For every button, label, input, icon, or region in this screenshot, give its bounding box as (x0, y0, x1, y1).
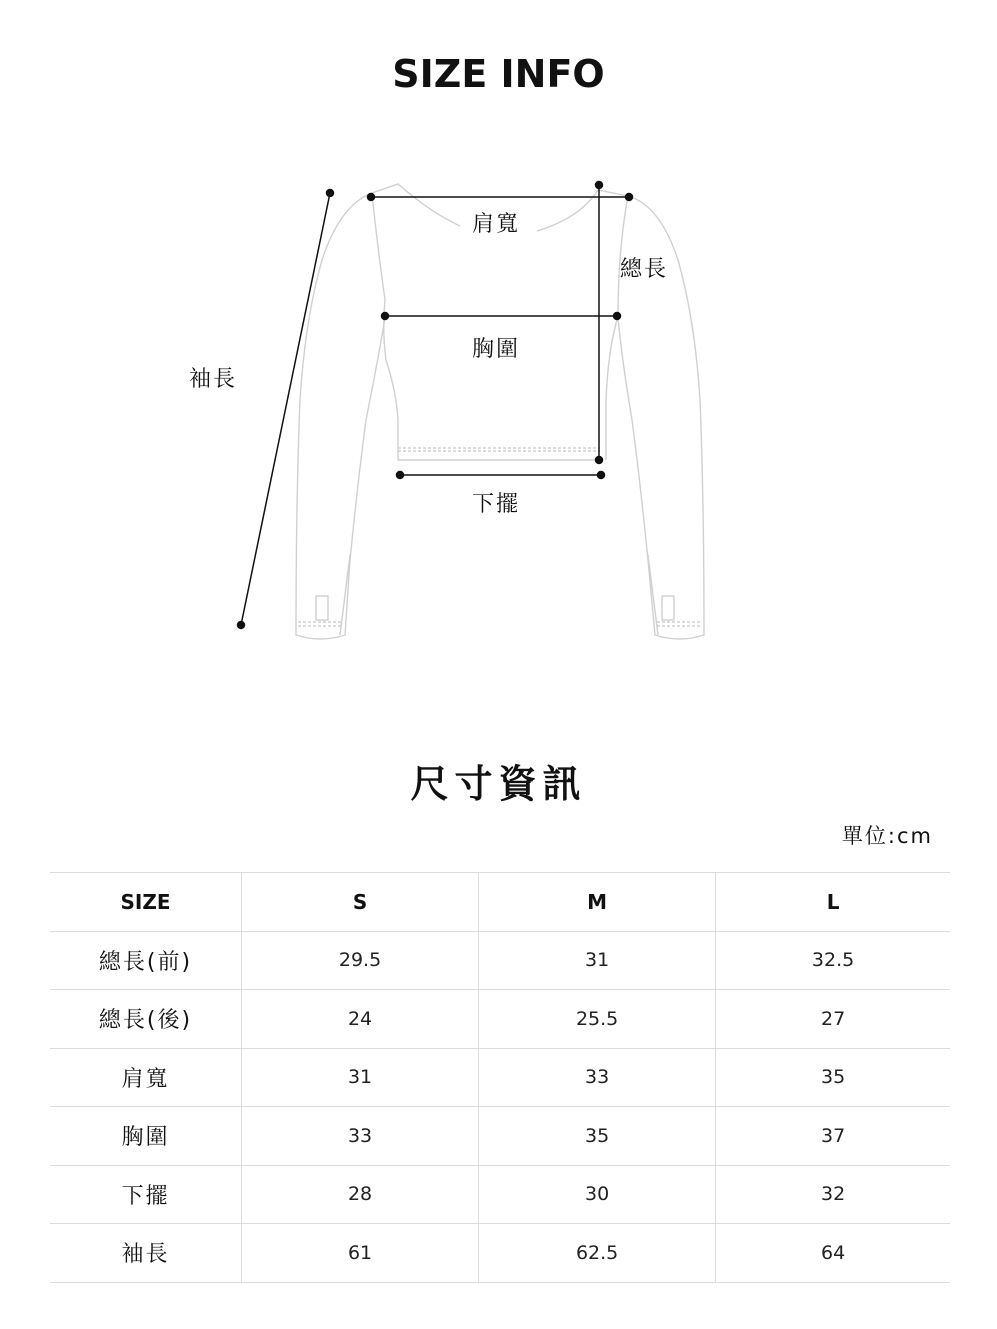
cell-value: 30 (479, 1165, 716, 1224)
label-sleeve: 袖長 (189, 367, 238, 392)
cell-value: 28 (242, 1165, 479, 1224)
cell-value: 35 (479, 1107, 716, 1166)
cell-value: 25.5 (479, 990, 716, 1049)
cell-value: 33 (479, 1048, 716, 1107)
size-table (50, 872, 950, 1283)
page-title: SIZE INFO (392, 52, 605, 96)
header-m: M (479, 873, 716, 932)
label-hem: 下擺 (472, 492, 521, 517)
table-row (50, 990, 950, 1049)
table-row (50, 931, 950, 990)
section-title: 尺寸資訊 (410, 762, 587, 806)
row-label: 下擺 (50, 1165, 242, 1224)
row-label: 胸圍 (50, 1107, 242, 1166)
table-row (50, 1224, 950, 1283)
row-label: 肩寬 (50, 1048, 242, 1107)
table-row (50, 1048, 950, 1107)
header-l: L (716, 873, 950, 932)
row-label: 總長(後) (50, 990, 242, 1049)
row-label: 袖長 (50, 1224, 242, 1283)
header-s: S (242, 873, 479, 932)
label-shoulder: 肩寬 (472, 212, 521, 237)
cell-value: 31 (242, 1048, 479, 1107)
table-row (50, 1165, 950, 1224)
label-chest: 胸圍 (472, 337, 521, 362)
cell-value: 24 (242, 990, 479, 1049)
cell-value: 32.5 (716, 931, 950, 990)
header-size: SIZE (50, 873, 242, 932)
cell-value: 27 (716, 990, 950, 1049)
cell-value: 61 (242, 1224, 479, 1283)
cell-value: 35 (716, 1048, 950, 1107)
cell-value: 32 (716, 1165, 950, 1224)
label-total-length: 總長 (620, 257, 669, 282)
cell-value: 64 (716, 1224, 950, 1283)
cell-value: 29.5 (242, 931, 479, 990)
cell-value: 62.5 (479, 1224, 716, 1283)
table-header-row (50, 873, 950, 932)
unit-label: 單位:cm (841, 824, 933, 848)
table-row (50, 1107, 950, 1166)
row-label: 總長(前) (50, 931, 242, 990)
cell-value: 31 (479, 931, 716, 990)
cell-value: 33 (242, 1107, 479, 1166)
cell-value: 37 (716, 1107, 950, 1166)
